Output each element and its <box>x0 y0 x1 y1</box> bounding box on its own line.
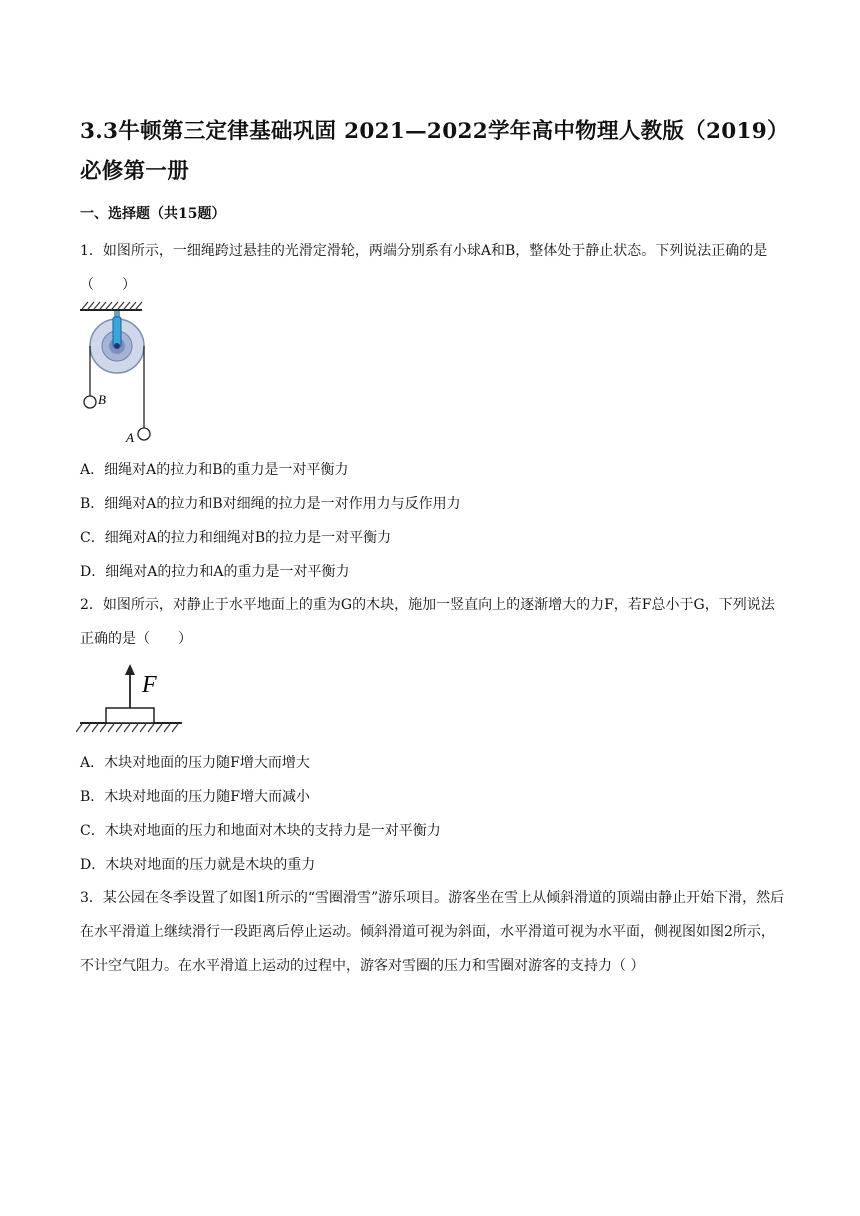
wooden-block <box>106 708 154 723</box>
question-2-text: 2．如图所示，对静止于水平地面上的重为G的木块，施加一竖直向上的逐渐增大的力F，若F总小于G，下列说法正确的是（ ） <box>80 597 775 647</box>
block-force-diagram <box>76 662 186 738</box>
ceiling-hatching <box>82 302 142 309</box>
section-heading: 一、选择题（共15题） <box>80 206 226 222</box>
pulley-axle <box>114 343 120 349</box>
ground-hatching <box>76 724 178 732</box>
q1-option-d: D．细绳对A的拉力和A的重力是一对平衡力 <box>80 564 350 580</box>
q1-option-b: B．细绳对A的拉力和B对细绳的拉力是一对作用力与反作用力 <box>80 496 461 512</box>
question-1-text: 1．如图所示，一细绳跨过悬挂的光滑定滑轮，两端分别系有小球A和B，整体处于静止状态。下列说法正确的是（ ） <box>80 243 768 293</box>
q2-option-b: B．木块对地面的压力随F增大而减小 <box>80 789 311 805</box>
label-b: B <box>98 392 106 407</box>
pulley-diagram <box>76 300 166 450</box>
q1-option-c: C．细绳对A的拉力和细绳对B的拉力是一对平衡力 <box>80 530 392 546</box>
force-label: F <box>142 672 157 698</box>
q2-option-c: C．木块对地面的压力和地面对木块的支持力是一对平衡力 <box>80 823 441 839</box>
ball-b <box>84 396 96 408</box>
document-title: 3.3牛顿第三定律基础巩固 2021—2022学年高中物理人教版（2019）必修第一册 <box>80 119 779 184</box>
pulley-bracket <box>113 317 121 347</box>
q1-option-a: A．细绳对A的拉力和B的重力是一对平衡力 <box>80 462 349 478</box>
q2-option-a: A．木块对地面的压力随F增大而增大 <box>80 755 310 771</box>
ball-a <box>138 428 150 440</box>
label-a: A <box>126 430 134 445</box>
force-arrowhead <box>125 664 135 675</box>
question-3-text: 3．某公园在冬季设置了如图1所示的“雪圈滑雪”游乐项目。游客坐在雪上从倾斜滑道的顶端由静止开始下滑，然后在水平滑道上继续滑行一段距离后停止运动。倾斜滑道可视为斜面，水平滑道可视为水平面，侧视图如图2所示，不计空气阻力。在水平滑道上运动的过程中，游客对雪圈的压力和雪圈对游客的支持力（ ） <box>80 890 785 974</box>
q2-option-d: D．木块对地面的压力就是木块的重力 <box>80 857 316 873</box>
